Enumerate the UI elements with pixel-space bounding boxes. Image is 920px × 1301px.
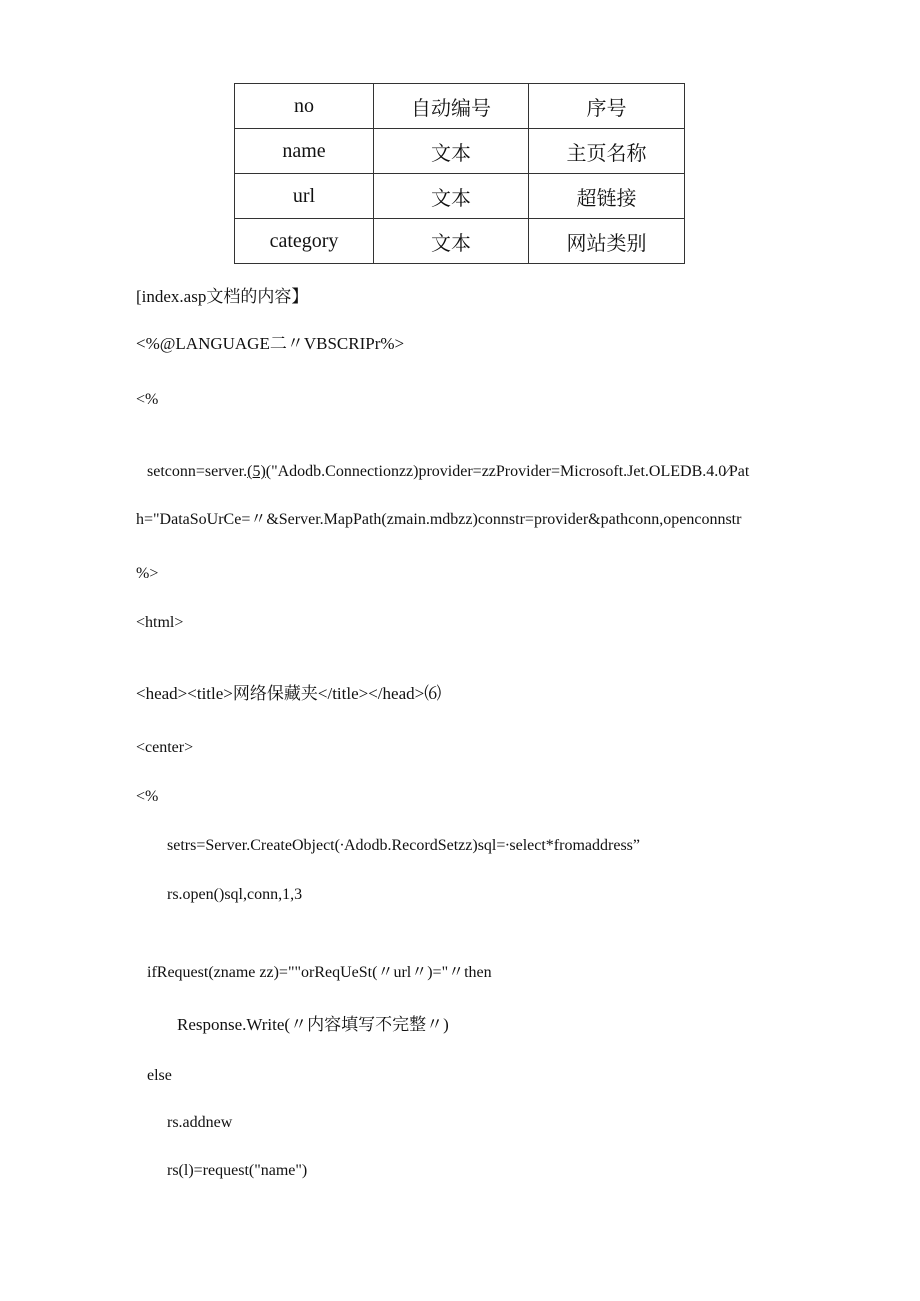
table-cell: category <box>235 219 374 264</box>
code-line: rs.addnew <box>167 1114 233 1131</box>
code-line <box>147 462 749 482</box>
table-row <box>235 84 685 129</box>
table-cell: 文本 <box>374 129 529 174</box>
table-row <box>235 219 685 264</box>
code-line: else <box>147 1067 172 1084</box>
blank-marker: (5) <box>247 463 266 480</box>
table-cell: 主页名称 <box>529 129 685 174</box>
code-line: <% <box>136 391 159 408</box>
table-cell: 文本 <box>374 174 529 219</box>
code-line: <html> <box>136 614 184 631</box>
table-cell: 网站类别 <box>529 219 685 264</box>
table-cell: 文本 <box>374 219 529 264</box>
table-cell: 自动编号 <box>374 84 529 129</box>
code-heading: [index.asp文档的内容】 <box>136 287 309 306</box>
table-cell: 超链接 <box>529 174 685 219</box>
table-cell: url <box>235 174 374 219</box>
code-line: rs.open()sql,conn,1,3 <box>167 886 303 903</box>
code-line: ifRequest(zname zz)=""orReqUeSt(〃url〃)="〃then <box>147 964 492 981</box>
table-cell: name <box>235 129 374 174</box>
code-text: setconn=server. <box>147 463 248 480</box>
field-table <box>234 83 685 264</box>
code-line: <%@LANGUAGE二〃VBSCRIPr%> <box>136 334 405 353</box>
code-line: Response.Write(〃内容填写不完整〃) <box>177 1015 449 1034</box>
code-line: setrs=Server.CreateObject(∙Adodb.RecordSetzz)sql=∙select*fromaddress” <box>167 837 640 854</box>
table-row <box>235 129 685 174</box>
table-row <box>235 174 685 219</box>
code-line: <% <box>136 788 159 805</box>
code-line: <head><title>网络保藏夹</title></head>⑹ <box>136 684 442 703</box>
code-line: h="DataSoUrCe=〃&Server.MapPath(zmain.mdbzz)connstr=provider&pathconn,openconnstr <box>136 511 742 528</box>
table-cell: 序号 <box>529 84 685 129</box>
code-line: %> <box>136 565 159 582</box>
code-text: ("Adodb.Connectionzz)provider=zzProvider=Microsoft.Jet.OLEDB.4.0∕Pat <box>265 463 750 480</box>
code-line: rs(l)=request("name") <box>167 1162 308 1179</box>
code-line: <center> <box>136 739 194 756</box>
table-cell: no <box>235 84 374 129</box>
